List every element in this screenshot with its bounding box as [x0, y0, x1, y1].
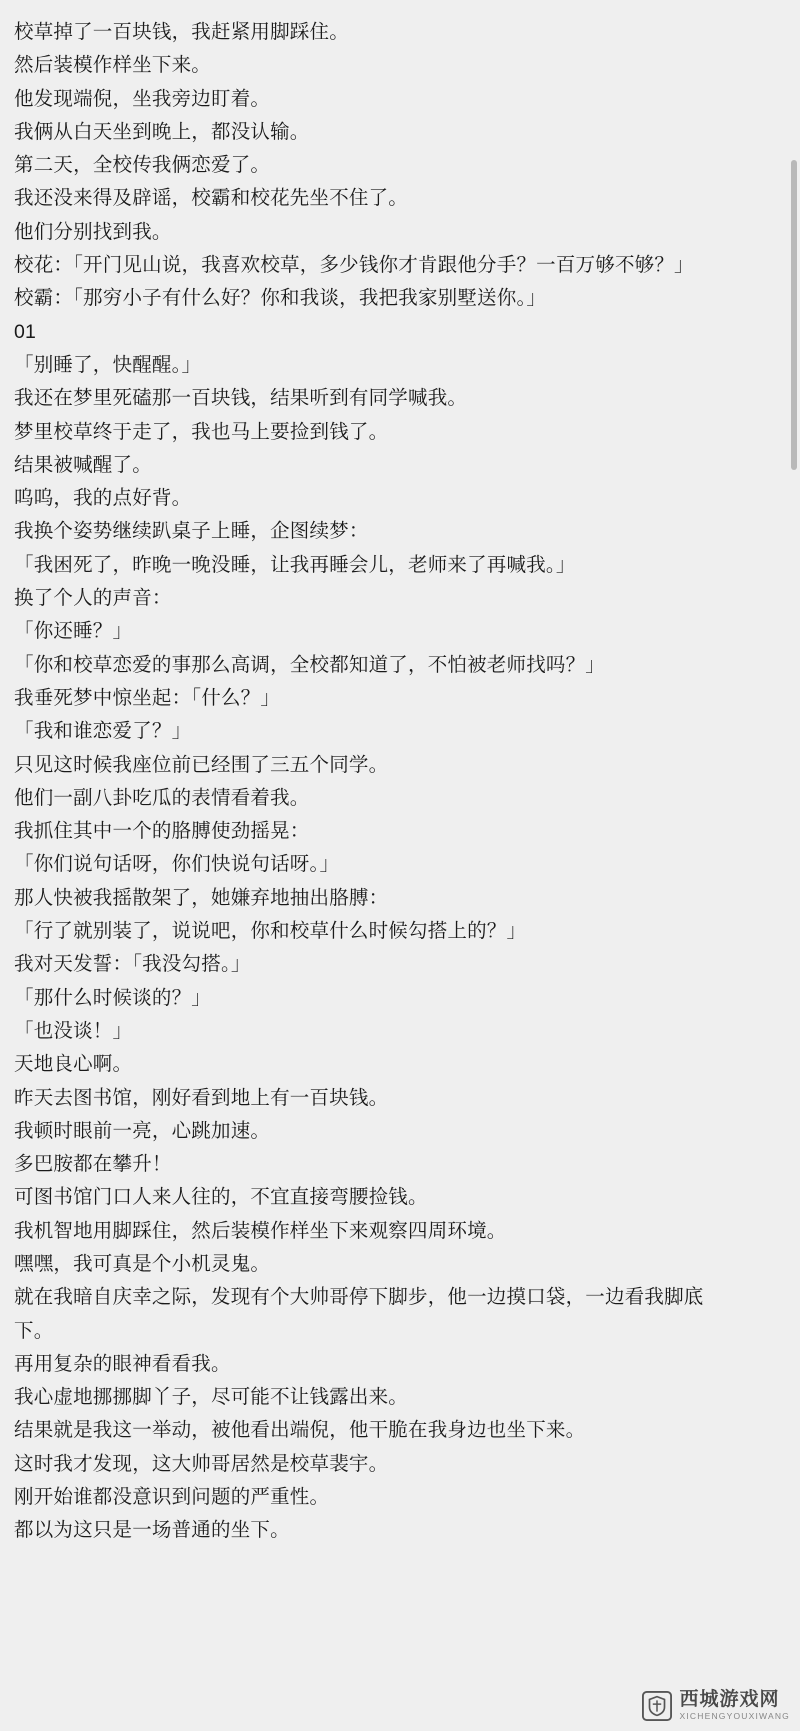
paragraph-line: 他发现端倪，坐我旁边盯着。 — [14, 87, 271, 110]
paragraph-line: 我还在梦里死磕那一百块钱，结果听到有同学喊我。 — [14, 387, 468, 410]
paragraph-line: 「别睡了，快醒醒。」 — [14, 353, 202, 376]
paragraph-line: 我对天发誓：「我没勾搭。」 — [14, 953, 251, 976]
paragraph-line: 我垂死梦中惊坐起：「什么？」 — [14, 686, 281, 709]
paragraph-line: 嘿嘿，我可真是个小机灵鬼。 — [14, 1252, 271, 1275]
paragraph-line: 他们一副八卦吃瓜的表情看着我。 — [14, 786, 310, 809]
paragraph-line: 「也没谈！」 — [14, 1019, 133, 1042]
paragraph-line: 我抓住其中一个的胳膊使劲摇晃： — [14, 820, 310, 843]
paragraph-line: 再用复杂的眼神看看我。 — [14, 1352, 231, 1375]
vertical-scrollbar[interactable] — [791, 0, 797, 1731]
paragraph-line: 梦里校草终于走了，我也马上要捡到钱了。 — [14, 420, 389, 443]
watermark-text — [679, 1690, 790, 1721]
paragraph-line: 可图书馆门口人来人往的，不宜直接弯腰捡钱。 — [14, 1186, 428, 1209]
paragraph-line: 多巴胺都在攀升！ — [14, 1153, 172, 1176]
scrollbar-thumb[interactable] — [791, 160, 797, 470]
paragraph-line: 结果被喊醒了。 — [14, 453, 152, 476]
paragraph-line: 都以为这只是一场普通的坐下。 — [14, 1519, 290, 1542]
watermark-subtitle: XICHENGYOUXIWANG — [679, 1711, 790, 1722]
paragraph-line: 我顿时眼前一亮，心跳加速。 — [14, 1119, 271, 1142]
paragraph-line: 他们分别找到我。 — [14, 220, 172, 243]
paragraph-line: 然后装模作样坐下来。 — [14, 54, 212, 77]
paragraph-line: 「我困死了，昨晚一晚没睡，让我再睡会儿，老师来了再喊我。」 — [14, 553, 576, 576]
paragraph-line: 结果就是我这一举动，被他看出端倪，他干脆在我身边也坐下来。 — [14, 1419, 586, 1442]
paragraph-line: 校草掉了一百块钱，我赶紧用脚踩住。 — [14, 21, 349, 43]
paragraph-line: 我机智地用脚踩住，然后装模作样坐下来观察四周环境。 — [14, 1219, 507, 1242]
article-body — [14, 0, 714, 1548]
paragraph-line: 就在我暗自庆幸之际，发现有个大帅哥停下脚步，他一边摸口袋，一边看我脚底下。 — [14, 1286, 704, 1342]
paragraph-line: 「我和谁恋爱了？」 — [14, 720, 192, 743]
paragraph-line: 只见这时候我座位前已经围了三五个同学。 — [14, 753, 389, 776]
paragraph-line: 「你还睡？」 — [14, 620, 133, 643]
shield-emblem-icon — [642, 1691, 672, 1721]
paragraph-line: 我俩从白天坐到晚上，都没认输。 — [14, 120, 310, 143]
paragraph-line: 校花：「开门见山说，我喜欢校草，多少钱你才肯跟他分手？一百万够不够？」 — [14, 254, 694, 277]
paragraph-line: 天地良心啊。 — [14, 1053, 133, 1076]
paragraph-line: 这时我才发现，这大帅哥居然是校草裴宇。 — [14, 1452, 389, 1475]
paragraph-line: 我换个姿势继续趴桌子上睡，企图续梦： — [14, 520, 369, 543]
paragraph-line: 第二天，全校传我俩恋爱了。 — [14, 154, 271, 177]
paragraph-line: 我还没来得及辟谣，校霸和校花先坐不住了。 — [14, 187, 409, 210]
paragraph-line: 我心虚地挪挪脚丫子，尽可能不让钱露出来。 — [14, 1386, 409, 1409]
paragraph-line: 01 — [14, 320, 37, 343]
site-watermark — [642, 1690, 790, 1721]
paragraph-line: 换了个人的声音： — [14, 587, 172, 610]
paragraph-line: 昨天去图书馆，刚好看到地上有一百块钱。 — [14, 1086, 389, 1109]
paragraph-line: 「你们说句话呀，你们快说句话呀。」 — [14, 853, 340, 876]
watermark-title: 西城游戏网 — [679, 1689, 780, 1711]
paragraph-line: 刚开始谁都没意识到问题的严重性。 — [14, 1486, 330, 1509]
paragraph-line: 呜呜，我的点好背。 — [14, 487, 192, 510]
paragraph-line: 「那什么时候谈的？」 — [14, 986, 212, 1009]
paragraph-line: 那人快被我摇散架了，她嫌弃地抽出胳膊： — [14, 886, 389, 909]
paragraph-line: 「行了就别装了，说说吧，你和校草什么时候勾搭上的？」 — [14, 920, 527, 943]
paragraph-line: 「你和校草恋爱的事那么高调，全校都知道了，不怕被老师找吗？」 — [14, 653, 606, 676]
paragraph-line: 校霸：「那穷小子有什么好？你和我谈，我把我家别墅送你。」 — [14, 287, 547, 310]
